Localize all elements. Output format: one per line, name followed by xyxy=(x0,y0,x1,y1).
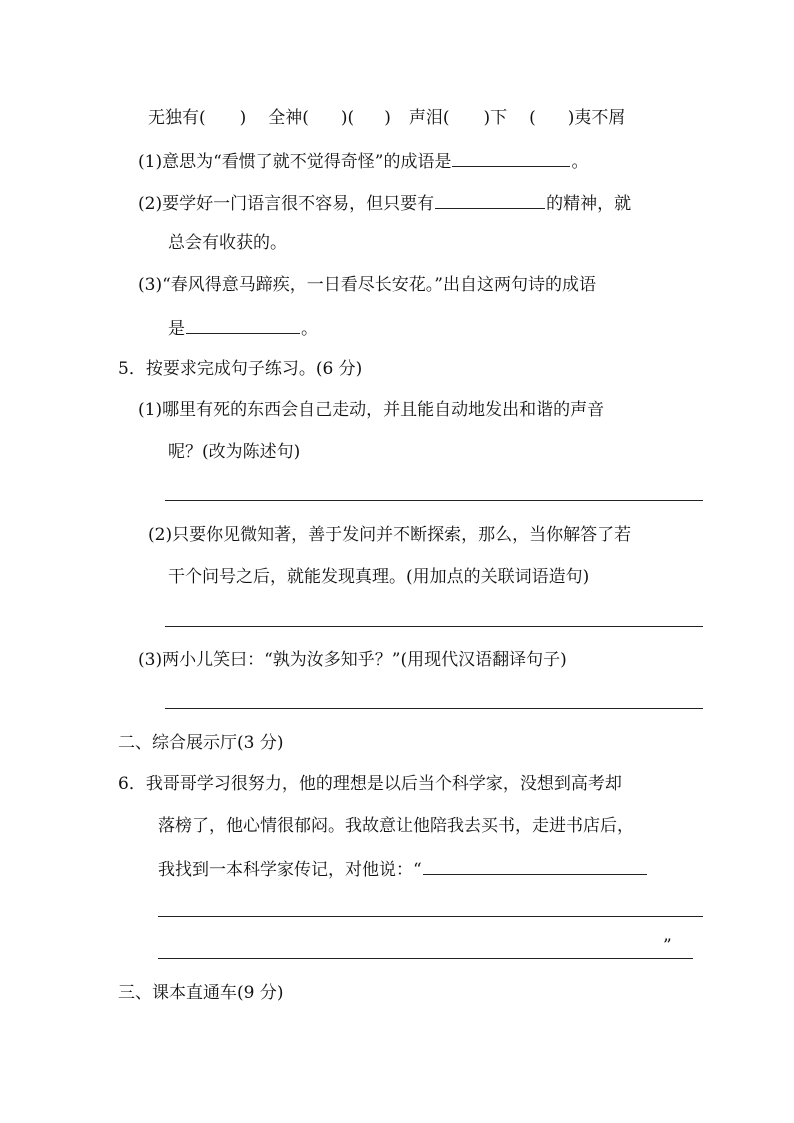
q5-item-1-line-2: 呢？(改为陈述句) xyxy=(168,442,301,462)
q5-item-2-line-1: (2)只要你见微知著，善于发问并不断探索，那么，当你解答了若 xyxy=(148,525,632,545)
q4-item-2-end: 的精神，就 xyxy=(546,194,632,214)
q4-item-1 xyxy=(138,148,588,172)
q4-item-3-end: 。 xyxy=(301,319,318,339)
idiom-4-close: )夷不屑 xyxy=(567,108,626,128)
idiom-2-close: ) xyxy=(384,108,391,128)
q5-item-3-line-1: (3)两小儿笑曰：“孰为汝多知乎？”(用现代汉语翻译句子) xyxy=(138,650,567,670)
q4-item-2-label: (2)要学好一门语言很不容易，但只要有 xyxy=(138,194,435,214)
q4-item-1-label: (1)意思为“看惯了就不觉得奇怪”的成语是 xyxy=(138,152,452,172)
q5-item-1-answer-line[interactable] xyxy=(165,500,703,501)
idiom-2-text: 全神( xyxy=(268,108,309,128)
idiom-3-text: 声泪( xyxy=(408,108,450,128)
q6-answer-line-2[interactable] xyxy=(158,916,703,917)
q6-answer-blank-1[interactable] xyxy=(423,856,647,875)
q4-item-2 xyxy=(138,190,631,214)
q4-item-3: (3)“春风得意马蹄疾，一日看尽长安花。”出自这两句诗的成语 xyxy=(138,275,596,295)
idiom-1-close: ) xyxy=(239,108,247,128)
q6-line-3 xyxy=(158,856,648,880)
q5-item-2-line-2: 干个问号之后，就能发现真理。(用加点的关联词语造句) xyxy=(168,567,590,587)
q4-item-3-cont: 是 xyxy=(168,319,185,339)
q6-line-1: 6．我哥哥学习很努力，他的理想是以后当个科学家，没想到高考却 xyxy=(118,774,622,794)
idiom-2-mid: )( xyxy=(340,108,355,128)
section-3-title: 三、课本直通车(9 分) xyxy=(118,983,284,1003)
q5-item-3-answer-line[interactable] xyxy=(165,708,703,709)
idiom-4-open: ( xyxy=(529,108,536,128)
q5-item-2-answer-line[interactable] xyxy=(165,626,703,627)
q4-item-1-blank[interactable] xyxy=(452,148,570,167)
q5-item-1-line-1: (1)哪里有死的东西会自己走动，并且能自动地发出和谐的声音 xyxy=(138,400,605,420)
q6-close-quote: ” xyxy=(663,936,672,956)
idiom-1-text: 无独有( xyxy=(148,108,206,128)
q4-item-1-end: 。 xyxy=(571,152,589,172)
q4-item-3-blank[interactable] xyxy=(186,315,300,334)
q6-line-2: 落榜了，他心情很郁闷。我故意让他陪我去买书，走进书店后， xyxy=(158,816,634,836)
q6-line-3-text: 我找到一本科学家传记，对他说：“ xyxy=(158,860,422,880)
q4-item-2-continuation: 总会有收获的。 xyxy=(168,233,287,253)
section-2-title: 二、综合展示厅(3 分) xyxy=(118,733,284,753)
q5-title: 5．按要求完成句子练习。(6 分) xyxy=(118,359,363,379)
q4-item-2-blank[interactable] xyxy=(435,190,545,209)
idiom-row xyxy=(148,106,625,130)
q6-answer-line-3[interactable] xyxy=(158,958,693,959)
q4-item-3-continuation xyxy=(168,315,318,339)
idiom-3-close: )下 xyxy=(483,108,508,128)
